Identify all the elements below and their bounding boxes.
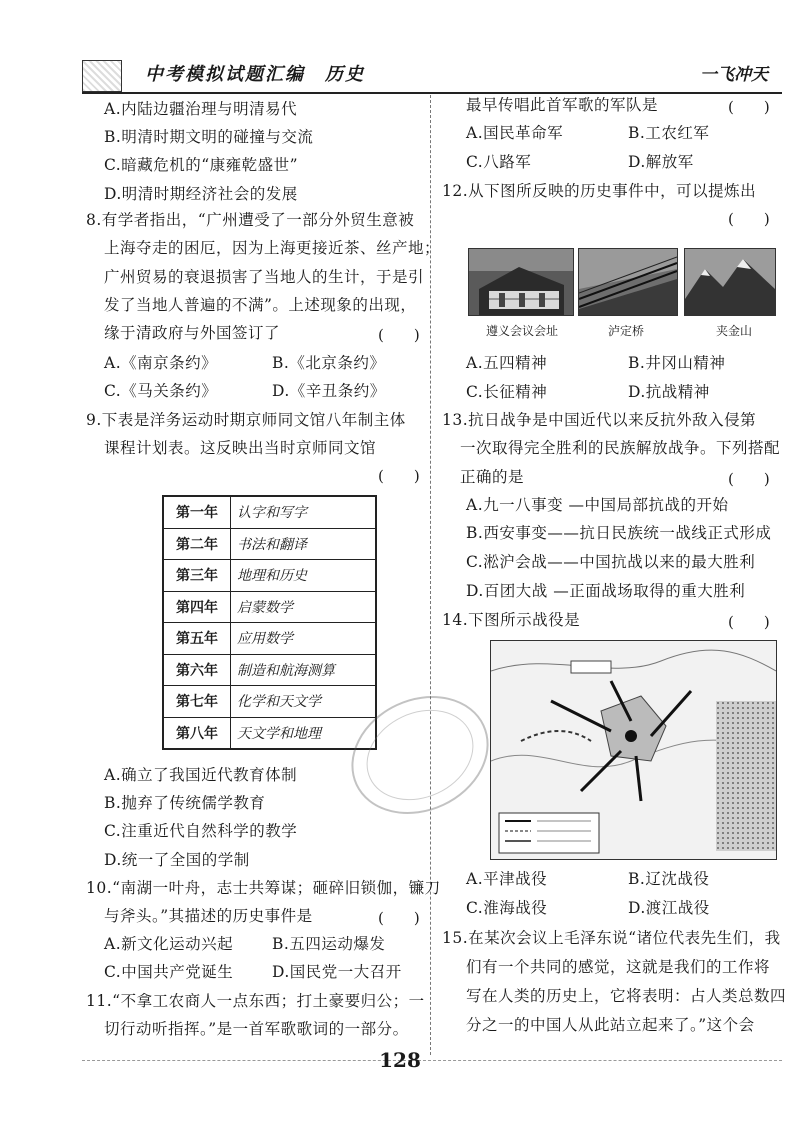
- q12-answer-blank: ( ): [728, 210, 770, 228]
- year-cell: 第四年: [163, 591, 231, 623]
- year-cell: 第二年: [163, 528, 231, 560]
- q8-option-b: B.《北京条约》: [272, 354, 386, 372]
- q14-stem: 14.下图所示战役是: [442, 611, 581, 629]
- q11-option-c: C.八路军: [466, 153, 532, 171]
- page-number: 128: [379, 1048, 421, 1072]
- q7-option-c: C.暗藏危机的“康雍乾盛世”: [104, 156, 299, 174]
- q12-option-c: C.长征精神: [466, 383, 548, 401]
- q12-option-a: A.五四精神: [466, 354, 548, 372]
- q14-answer-blank: ( ): [728, 613, 770, 631]
- table-row: [163, 560, 376, 592]
- q13-option-c: C.淞沪会战——中国抗战以来的最大胜利: [466, 553, 756, 571]
- q8-option-a: A.《南京条约》: [104, 354, 218, 372]
- q8-stem-1: 8.有学者指出，“广州遭受了一部分外贸生意被: [86, 211, 415, 229]
- year-cell: 第一年: [163, 496, 231, 528]
- q8-option-c: C.《马关条约》: [104, 382, 218, 400]
- table-row: [163, 686, 376, 718]
- q14-option-c: C.淮海战役: [466, 899, 548, 917]
- q8-stem-3: 广州贸易的衰退损害了当地人的生计，于是引: [104, 268, 425, 286]
- q11-stem-cont: 最早传唱此首军歌的军队是: [466, 96, 659, 114]
- battle-map: [490, 640, 777, 860]
- q11-answer-blank: ( ): [728, 98, 770, 116]
- q9-option-c: C.注重近代自然科学的教学: [104, 822, 298, 840]
- q14-option-a: A.平津战役: [466, 870, 548, 888]
- photo-zunyi: [468, 248, 574, 316]
- table-row: [163, 496, 376, 528]
- q9-option-b: B.抛弃了传统儒学教育: [104, 794, 266, 812]
- q13-answer-blank: ( ): [728, 470, 770, 488]
- q10-option-c: C.中国共产党诞生: [104, 963, 234, 981]
- q8-stem-2: 上海夺走的困厄，因为上海更接近茶、丝产地；: [104, 239, 441, 257]
- q15-stem-1: 15.在某次会议上毛泽东说“诸位代表先生们，我: [442, 929, 781, 947]
- photo-jiajin-mountain: [684, 248, 776, 316]
- q10-stem-1: 10.“南湖一叶舟，志士共筹谋；砸碎旧锁伽，镰刀: [86, 879, 441, 897]
- q10-stem-2: 与斧头。”其描述的历史事件是: [104, 907, 313, 925]
- q7-option-d: D.明清时期经济社会的发展: [104, 185, 298, 203]
- subject-cell: 书法和翻译: [231, 528, 377, 560]
- q11-option-d: D.解放军: [628, 153, 694, 171]
- q9-stem-2: 课程计划表。这反映出当时京师同文馆: [104, 439, 377, 457]
- year-cell: 第六年: [163, 654, 231, 686]
- q9-stem-1: 9.下表是洋务运动时期京师同文馆八年制主体: [86, 411, 406, 429]
- q7-option-b: B.明清时期文明的碰撞与交流: [104, 128, 314, 146]
- q10-answer-blank: ( ): [378, 909, 420, 927]
- q12-stem: 12.从下图所反映的历史事件中，可以提炼出: [442, 182, 757, 200]
- subject-cell: 天文学和地理: [231, 717, 377, 749]
- subject-cell: 应用数学: [231, 623, 377, 655]
- q13-option-b: B.西安事变——抗日民族统一战线正式形成: [466, 524, 772, 542]
- q8-stem-5: 缘于清政府与外国签订了: [104, 324, 281, 342]
- table-row: [163, 623, 376, 655]
- q12-option-d: D.抗战精神: [628, 383, 710, 401]
- q14-option-d: D.渡江战役: [628, 899, 710, 917]
- q13-stem-2: 一次取得完全胜利的民族解放战争。下列搭配: [460, 439, 781, 457]
- q13-option-a: A.九一八事变 —中国局部抗战的开始: [466, 496, 729, 514]
- q9-answer-blank: ( ): [378, 467, 420, 485]
- q13-option-d: D.百团大战 —正面战场取得的重大胜利: [466, 582, 746, 600]
- q10-option-a: A.新文化运动兴起: [104, 935, 234, 953]
- curriculum-table: [162, 495, 377, 750]
- q15-stem-4: 分之一的中国人从此站立起来了。”这个会: [466, 1016, 755, 1034]
- year-cell: 第五年: [163, 623, 231, 655]
- q11-stem-2: 切行动听指挥。”是一首军歌歌词的一部分。: [104, 1020, 409, 1038]
- footer-rule: [82, 1060, 782, 1061]
- subject-cell: 启蒙数学: [231, 591, 377, 623]
- q13-stem-3: 正确的是: [460, 468, 525, 486]
- photo-luding-bridge: [578, 248, 678, 316]
- q14-option-b: B.辽沈战役: [628, 870, 710, 888]
- q7-option-a: A.内陆边疆治理与明清易代: [104, 100, 298, 118]
- subject-cell: 化学和天文学: [231, 686, 377, 718]
- q8-answer-blank: ( ): [378, 326, 420, 344]
- table-row: [163, 654, 376, 686]
- q9-option-d: D.统一了全国的学制: [104, 851, 250, 869]
- subject-cell: 地理和历史: [231, 560, 377, 592]
- page-header-title: 中考模拟试题汇编 历史: [145, 64, 365, 85]
- q15-stem-3: 写在人类的历史上，它将表明：占人类总数四: [466, 987, 787, 1005]
- subject-cell: 制造和航海测算: [231, 654, 377, 686]
- q12-option-b: B.井冈山精神: [628, 354, 726, 372]
- year-cell: 第八年: [163, 717, 231, 749]
- caption-zunyi: 遵义会议会址: [486, 324, 559, 338]
- caption-jiajin: 夹金山: [716, 324, 753, 338]
- q10-option-b: B.五四运动爆发: [272, 935, 386, 953]
- header-rule: [82, 92, 782, 94]
- table-row: [163, 591, 376, 623]
- q11-stem-1: 11.“不拿工农商人一点东西；打土豪要归公；一: [86, 992, 425, 1010]
- q11-option-a: A.国民革命军: [466, 124, 564, 142]
- q13-stem-1: 13.抗日战争是中国近代以来反抗外敌入侵第: [442, 411, 757, 429]
- table-row: [163, 528, 376, 560]
- q9-option-a: A.确立了我国近代教育体制: [104, 766, 298, 784]
- q8-stem-4: 发了当地人普遍的不满”。上述现象的出现，: [104, 296, 417, 314]
- year-cell: 第七年: [163, 686, 231, 718]
- q11-option-b: B.工农红军: [628, 124, 710, 142]
- year-cell: 第三年: [163, 560, 231, 592]
- brand-label: 一飞冲天: [700, 65, 768, 85]
- subject-cell: 认字和写字: [231, 496, 377, 528]
- publisher-logo: [82, 60, 122, 92]
- q10-option-d: D.国民党一大召开: [272, 963, 402, 981]
- caption-luding: 泸定桥: [608, 324, 645, 338]
- q8-option-d: D.《辛丑条约》: [272, 382, 386, 400]
- q15-stem-2: 们有一个共同的感觉，这就是我们的工作将: [466, 958, 771, 976]
